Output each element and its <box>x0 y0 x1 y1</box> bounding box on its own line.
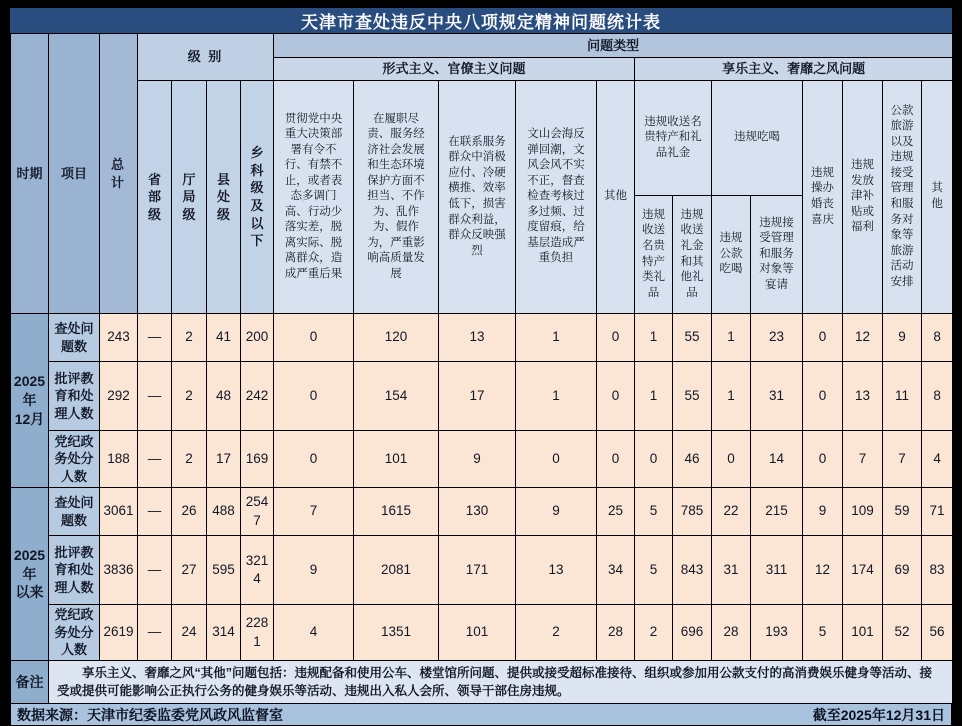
period-cell-dec <box>11 314 49 488</box>
data-cell: 169 <box>241 431 274 488</box>
header-wedding-col: 违规操办婚丧喜庆 <box>803 81 843 314</box>
data-cell: 1 <box>516 314 597 362</box>
header-gifts-col-2: 违规收送礼金和其他礼品 <box>673 196 712 314</box>
data-cell: 2619 <box>100 605 138 661</box>
data-cell: 23 <box>751 314 803 362</box>
data-cell: 130 <box>439 488 516 536</box>
data-cell: 1615 <box>354 488 439 536</box>
data-cell: 9 <box>439 431 516 488</box>
data-cell: 2081 <box>354 536 439 605</box>
data-cell: 71 <box>922 488 953 536</box>
data-cell: 55 <box>673 314 712 362</box>
data-cell: 7 <box>274 488 354 536</box>
period-line-2: 以来 <box>15 584 44 601</box>
footer-bar <box>10 704 952 726</box>
data-cell: 31 <box>712 536 751 605</box>
data-cell: 9 <box>516 488 597 536</box>
data-cell: 0 <box>274 362 354 431</box>
data-cell: 120 <box>354 314 439 362</box>
data-cell: 56 <box>922 605 953 661</box>
header-formalism-col-4: 文山会海反弹回潮，文风会风不实不正，督查检查考核过多过频、过度留痕，给基层造成严重负担 <box>516 81 597 314</box>
data-cell: 2 <box>516 605 597 661</box>
data-cell: 3061 <box>100 488 138 536</box>
data-cell: 13 <box>516 536 597 605</box>
data-cell: 28 <box>712 605 751 661</box>
data-cell: 34 <box>597 536 635 605</box>
data-cell: 0 <box>803 362 843 431</box>
data-cell: 0 <box>597 362 635 431</box>
remark-label: 备注 <box>11 661 49 704</box>
data-cell: 46 <box>673 431 712 488</box>
title-bar <box>10 8 952 33</box>
data-cell: — <box>138 362 172 431</box>
data-source: 数据来源：天津市纪委监委党风政风监督室 <box>17 706 283 723</box>
header-problem-type-group: 问题类型 <box>274 34 953 58</box>
header-formalism-col-1: 贯彻党中央重大决策部署有令不行、有禁不止，或者表态多调门高、行动少落实差，脱离实际、脱离群众，造成严重后果 <box>274 81 354 314</box>
data-cell: 83 <box>922 536 953 605</box>
data-cell: 17 <box>207 431 241 488</box>
data-cell: 785 <box>673 488 712 536</box>
header-dining-col-2: 违规接受管理和服务对象等宴请 <box>751 196 803 314</box>
header-item: 项目 <box>49 34 100 314</box>
data-cell: 242 <box>241 362 274 431</box>
data-cell: 843 <box>673 536 712 605</box>
data-cell: 13 <box>439 314 516 362</box>
header-dining-group: 违规吃喝 <box>712 81 803 196</box>
data-cell: 41 <box>207 314 241 362</box>
period-cell-ytd <box>11 488 49 661</box>
data-cell: 22 <box>712 488 751 536</box>
data-cell: 311 <box>751 536 803 605</box>
header-formalism-col-3: 在联系服务群众中消极应付、冷硬横推、效率低下，损害群众利益，群众反映强烈 <box>439 81 516 314</box>
data-cell: 8 <box>922 362 953 431</box>
header-level-county: 县处级 <box>207 81 241 314</box>
data-cell: 595 <box>207 536 241 605</box>
data-cell: 0 <box>803 314 843 362</box>
data-cell: 314 <box>207 605 241 661</box>
data-cell: 26 <box>172 488 207 536</box>
data-cell: 52 <box>883 605 922 661</box>
data-cell: — <box>138 314 172 362</box>
data-cell: 174 <box>843 536 883 605</box>
data-cell: — <box>138 488 172 536</box>
data-cell: 7 <box>843 431 883 488</box>
data-cell: 193 <box>751 605 803 661</box>
data-cell: 0 <box>274 431 354 488</box>
header-level-township: 乡科级及以下 <box>241 81 274 314</box>
data-cell: 24 <box>172 605 207 661</box>
period-line-2: 12月 <box>14 410 45 427</box>
data-cell: 3836 <box>100 536 138 605</box>
data-cell: 0 <box>712 431 751 488</box>
header-hedonism-group: 享乐主义、奢靡之风问题 <box>635 58 953 81</box>
data-cell: 2547 <box>241 488 274 536</box>
data-cell: 4 <box>274 605 354 661</box>
data-cell: 154 <box>354 362 439 431</box>
data-cell: 28 <box>597 605 635 661</box>
data-cell: 0 <box>597 314 635 362</box>
header-gifts-col-1: 违规收送名贵特产类礼品 <box>635 196 673 314</box>
data-cell: 31 <box>751 362 803 431</box>
data-cell: 12 <box>843 314 883 362</box>
data-cell: 48 <box>207 362 241 431</box>
header-level-group: 级 别 <box>138 34 274 81</box>
data-cell: 17 <box>439 362 516 431</box>
data-cell: 0 <box>516 431 597 488</box>
data-cell: 1 <box>712 314 751 362</box>
data-cell: 488 <box>207 488 241 536</box>
data-cell: 5 <box>635 488 673 536</box>
data-cell: 9 <box>803 488 843 536</box>
header-formalism-group: 形式主义、官僚主义问题 <box>274 58 635 81</box>
item-cell: 查处问题数 <box>49 314 100 362</box>
data-cell: 101 <box>843 605 883 661</box>
as-of-date: 截至2025年12月31日 <box>812 706 945 723</box>
item-cell: 批评教育和处理人数 <box>49 536 100 605</box>
data-cell: 9 <box>274 536 354 605</box>
data-cell: 215 <box>751 488 803 536</box>
data-cell: 696 <box>673 605 712 661</box>
data-cell: 13 <box>843 362 883 431</box>
data-cell: 27 <box>172 536 207 605</box>
page-title: 天津市查处违反中央八项规定精神问题统计表 <box>301 13 661 32</box>
data-cell: — <box>138 536 172 605</box>
data-cell: 3214 <box>241 536 274 605</box>
data-cell: 101 <box>439 605 516 661</box>
period-line-1: 2025年 <box>13 373 46 409</box>
period-line-1: 2025年 <box>13 546 46 582</box>
data-cell: 0 <box>274 314 354 362</box>
item-cell: 查处问题数 <box>49 488 100 536</box>
item-cell: 党纪政务处分人数 <box>49 431 100 488</box>
header-formalism-col-2: 在履职尽责、服务经济社会发展和生态环境保护方面不担当、不作为、乱作为、假作为，严重影响高质量发展 <box>354 81 439 314</box>
data-cell: 2 <box>172 314 207 362</box>
header-level-bureau: 厅局级 <box>172 81 207 314</box>
header-dining-col-1: 违规公款吃喝 <box>712 196 751 314</box>
header-formalism-other: 其他 <box>597 81 635 314</box>
data-cell: 4 <box>922 431 953 488</box>
header-allowance-col: 违规发放津补贴或福利 <box>843 81 883 314</box>
header-travel-col: 公款旅游以及违规接受管理和服务对象等旅游活动安排 <box>883 81 922 314</box>
data-cell: 55 <box>673 362 712 431</box>
data-cell: 9 <box>883 314 922 362</box>
data-cell: 200 <box>241 314 274 362</box>
data-cell: 7 <box>883 431 922 488</box>
data-cell: 1 <box>635 314 673 362</box>
data-cell: 2 <box>172 362 207 431</box>
data-cell: 2 <box>172 431 207 488</box>
data-cell: 14 <box>751 431 803 488</box>
data-cell: 59 <box>883 488 922 536</box>
data-cell: 1 <box>635 362 673 431</box>
page-frame <box>10 8 952 722</box>
data-cell: — <box>138 431 172 488</box>
data-cell: 0 <box>803 431 843 488</box>
data-cell: 292 <box>100 362 138 431</box>
item-cell: 党纪政务处分人数 <box>49 605 100 661</box>
data-cell: 1 <box>712 362 751 431</box>
header-period: 时期 <box>11 34 49 314</box>
data-cell: 8 <box>922 314 953 362</box>
data-cell: 5 <box>635 536 673 605</box>
data-cell: 109 <box>843 488 883 536</box>
data-cell: 25 <box>597 488 635 536</box>
data-cell: 0 <box>635 431 673 488</box>
data-cell: 2281 <box>241 605 274 661</box>
data-cell: 11 <box>883 362 922 431</box>
data-cell: 101 <box>354 431 439 488</box>
data-cell: 12 <box>803 536 843 605</box>
data-cell: 2 <box>635 605 673 661</box>
statistics-table <box>10 33 953 704</box>
item-cell: 批评教育和处理人数 <box>49 362 100 431</box>
data-cell: 1351 <box>354 605 439 661</box>
header-level-province: 省部级 <box>138 81 172 314</box>
data-cell: — <box>138 605 172 661</box>
data-cell: 171 <box>439 536 516 605</box>
header-gifts-group: 违规收送名贵特产和礼品礼金 <box>635 81 712 196</box>
data-cell: 188 <box>100 431 138 488</box>
header-hedonism-other: 其他 <box>922 81 953 314</box>
remark-text: 享乐主义、奢靡之风“其他”问题包括：违规配备和使用公车、楼堂馆所问题、提供或接受超标准接待、组织或参加用公款支付的高消费娱乐健身等活动、接受或提供可能影响公正执行公务的健身娱乐等活动、违规出入私人会所、领导干部住房违规。 <box>49 661 953 704</box>
data-cell: 1 <box>516 362 597 431</box>
data-cell: 69 <box>883 536 922 605</box>
data-cell: 5 <box>803 605 843 661</box>
header-total: 总 计 <box>100 34 138 314</box>
data-cell: 0 <box>597 431 635 488</box>
data-cell: 243 <box>100 314 138 362</box>
